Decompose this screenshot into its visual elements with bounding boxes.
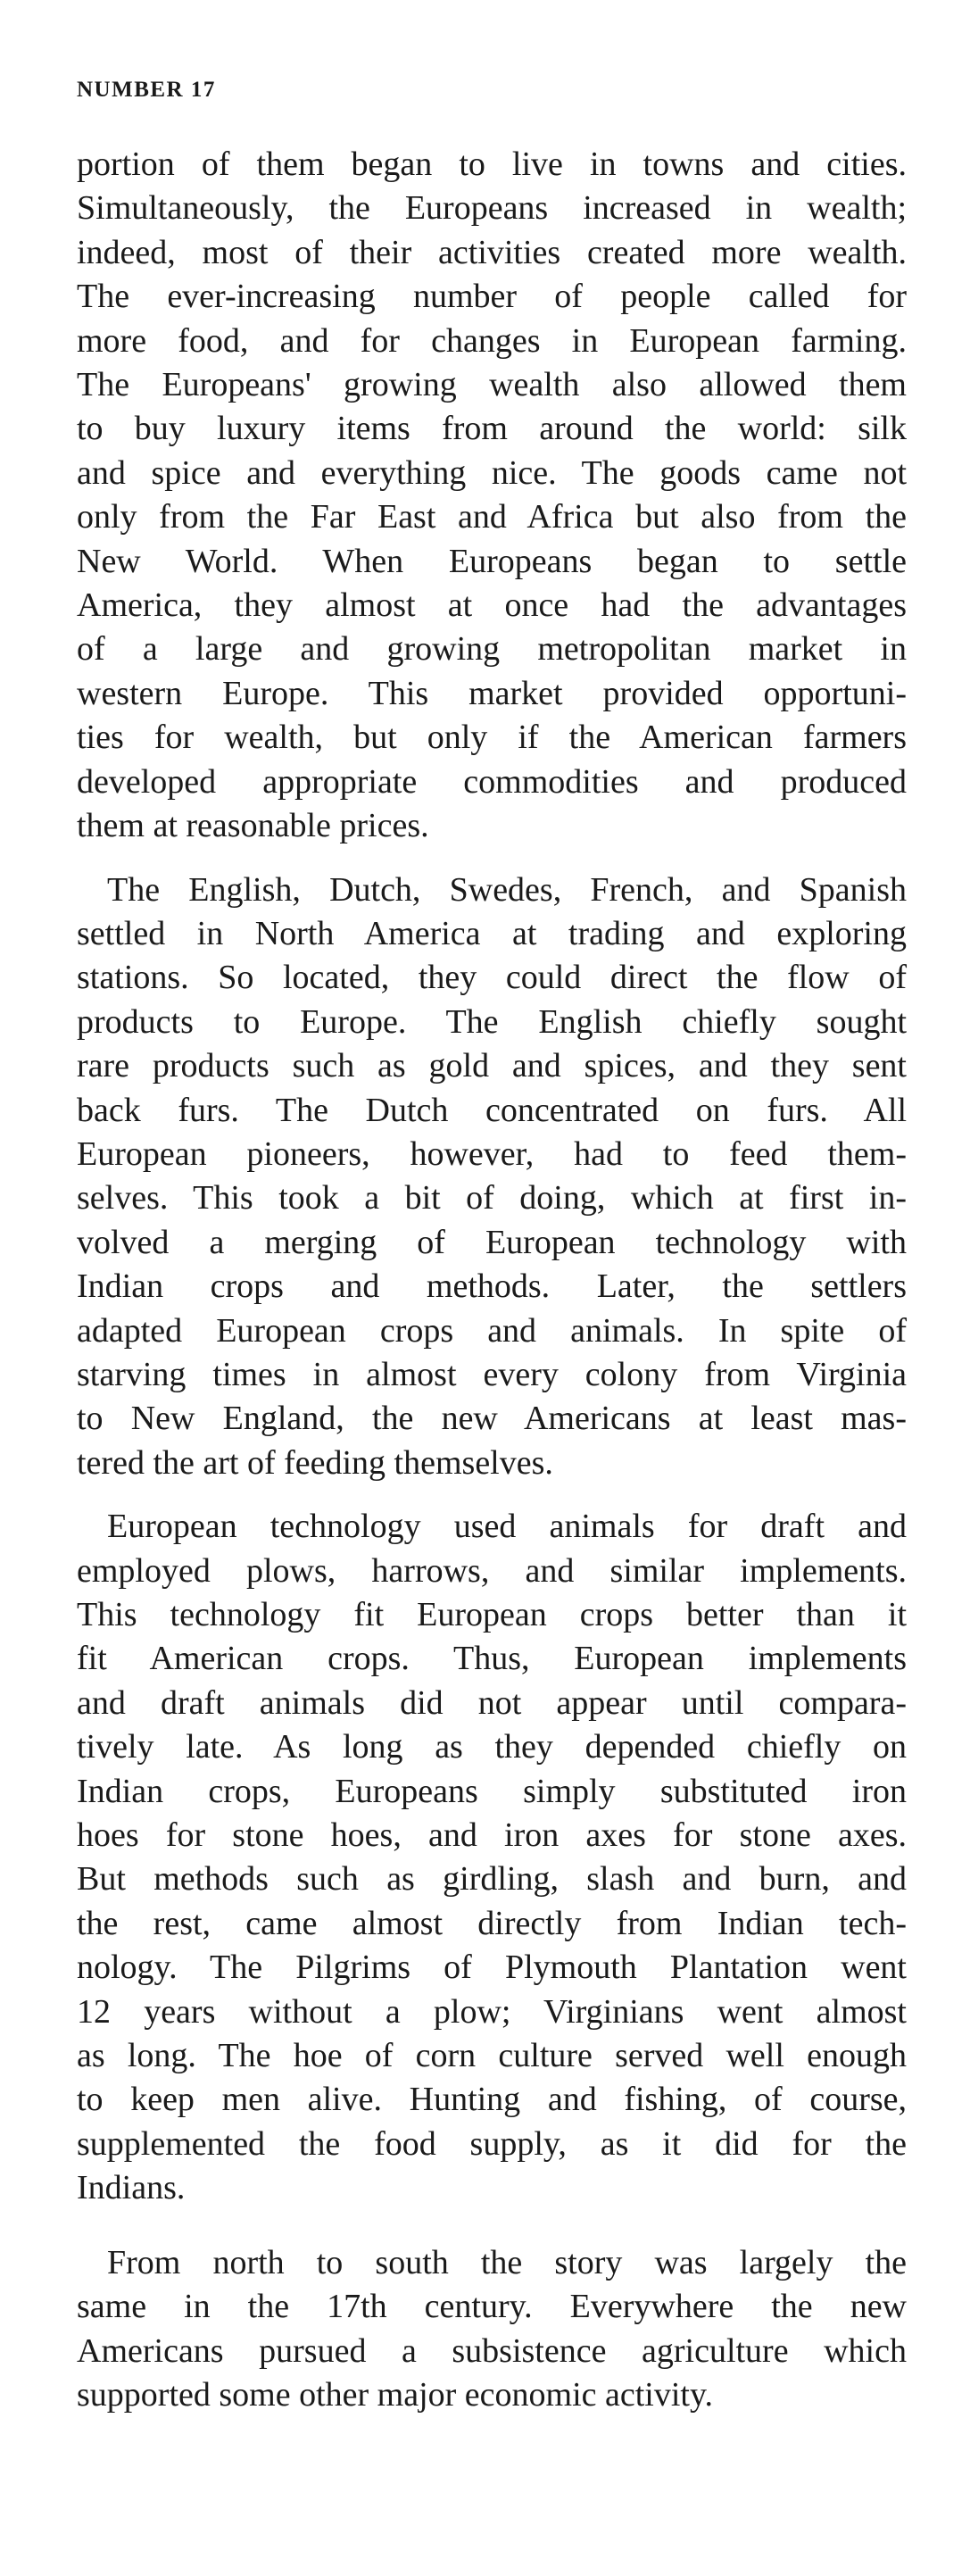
paragraph — [77, 2241, 907, 2418]
text-line: same in the 17th century. Everywhere the new — [77, 2288, 907, 2326]
paragraph — [77, 1505, 907, 2211]
text-line: the rest, came almost directly from Indian tech- — [77, 1904, 907, 1942]
text-line: supported some other major economic activity. — [77, 2375, 714, 2414]
text-line: back furs. The Dutch concentrated on furs. All — [77, 1091, 907, 1129]
text-line: rare products such as gold and spices, and they sent — [77, 1047, 907, 1085]
text-line: to New England, the new Americans at least mas- — [77, 1400, 907, 1438]
text-line: adapted European crops and animals. In spite of — [77, 1311, 907, 1350]
text-line: starving times in almost every colony from Virginia — [77, 1355, 907, 1393]
text-line: nology. The Pilgrims of Plymouth Plantation went — [77, 1949, 907, 1987]
text-line: tively late. As long as they depended chiefly on — [77, 1728, 907, 1766]
text-line: to keep men alive. Hunting and fishing, of course, — [77, 2081, 907, 2119]
text-line: Indians. — [77, 2169, 186, 2207]
text-line: European pioneers, however, had to feed them- — [77, 1134, 907, 1173]
text-line: Americans pursued a subsistence agriculture which — [77, 2331, 907, 2370]
text-line: as long. The hoe of corn culture served well enough — [77, 2037, 907, 2075]
paragraph — [77, 143, 907, 849]
text-line: products to Europe. The English chiefly sought — [77, 1002, 907, 1041]
body-text — [77, 143, 907, 2431]
text-line: them at reasonable prices. — [77, 807, 429, 845]
text-line: America, they almost at once had the advantages — [77, 586, 907, 625]
text-line: Indian crops, Europeans simply substituted iron — [77, 1772, 907, 1810]
text-line: ties for wealth, but only if the American farmers — [77, 719, 907, 757]
text-line: tered the art of feeding themselves. — [77, 1443, 553, 1482]
text-line: volved a merging of European technology with — [77, 1223, 907, 1261]
text-line: fit American crops. Thus, European implements — [77, 1640, 907, 1678]
text-line: of a large and growing metropolitan market in — [77, 630, 907, 669]
text-line: But methods such as girdling, slash and burn, and — [77, 1860, 907, 1899]
text-line: European technology used animals for draft and — [107, 1508, 907, 1546]
text-line: portion of them began to live in towns and cities. — [77, 145, 907, 183]
text-line: hoes for stone hoes, and iron axes for stone axes. — [77, 1816, 907, 1855]
text-line: settled in North America at trading and exploring — [77, 914, 907, 952]
text-line: supplemented the food supply, as it did for the — [77, 2124, 907, 2163]
text-line: indeed, most of their activities created more wealth. — [77, 233, 907, 271]
text-line: to buy luxury items from around the world: silk — [77, 410, 907, 448]
text-line: western Europe. This market provided opportuni- — [77, 674, 907, 712]
text-line: only from the Far East and Africa but also from the — [77, 498, 907, 536]
text-line: Indian crops and methods. Later, the settlers — [77, 1267, 907, 1306]
paragraph — [77, 868, 907, 1486]
text-line: developed appropriate commodities and produced — [77, 762, 907, 801]
text-line: This technology fit European crops better than it — [77, 1596, 907, 1633]
text-line: and spice and everything nice. The goods came not — [77, 453, 907, 492]
text-line: The English, Dutch, Swedes, French, and Spanish — [107, 870, 907, 909]
text-line: 12 years without a plow; Virginians went almost — [77, 1992, 907, 2031]
text-line: stations. So located, they could direct the flow of — [77, 959, 907, 997]
text-line: employed plows, harrows, and similar implements. — [77, 1551, 907, 1590]
text-line: Simultaneously, the Europeans increased in wealth; — [77, 189, 907, 228]
text-line: The Europeans' growing wealth also allowed them — [77, 366, 907, 404]
text-line: selves. This took a bit of doing, which at first in- — [77, 1179, 907, 1217]
text-line: New World. When Europeans began to settle — [77, 542, 907, 580]
running-head: NUMBER 17 — [77, 78, 216, 102]
text-line: The ever-increasing number of people called for — [77, 278, 907, 316]
text-line: From north to south the story was largely the — [107, 2243, 907, 2281]
text-line: and draft animals did not appear until compara- — [77, 1683, 907, 1722]
text-line: more food, and for changes in European farming. — [77, 321, 907, 360]
